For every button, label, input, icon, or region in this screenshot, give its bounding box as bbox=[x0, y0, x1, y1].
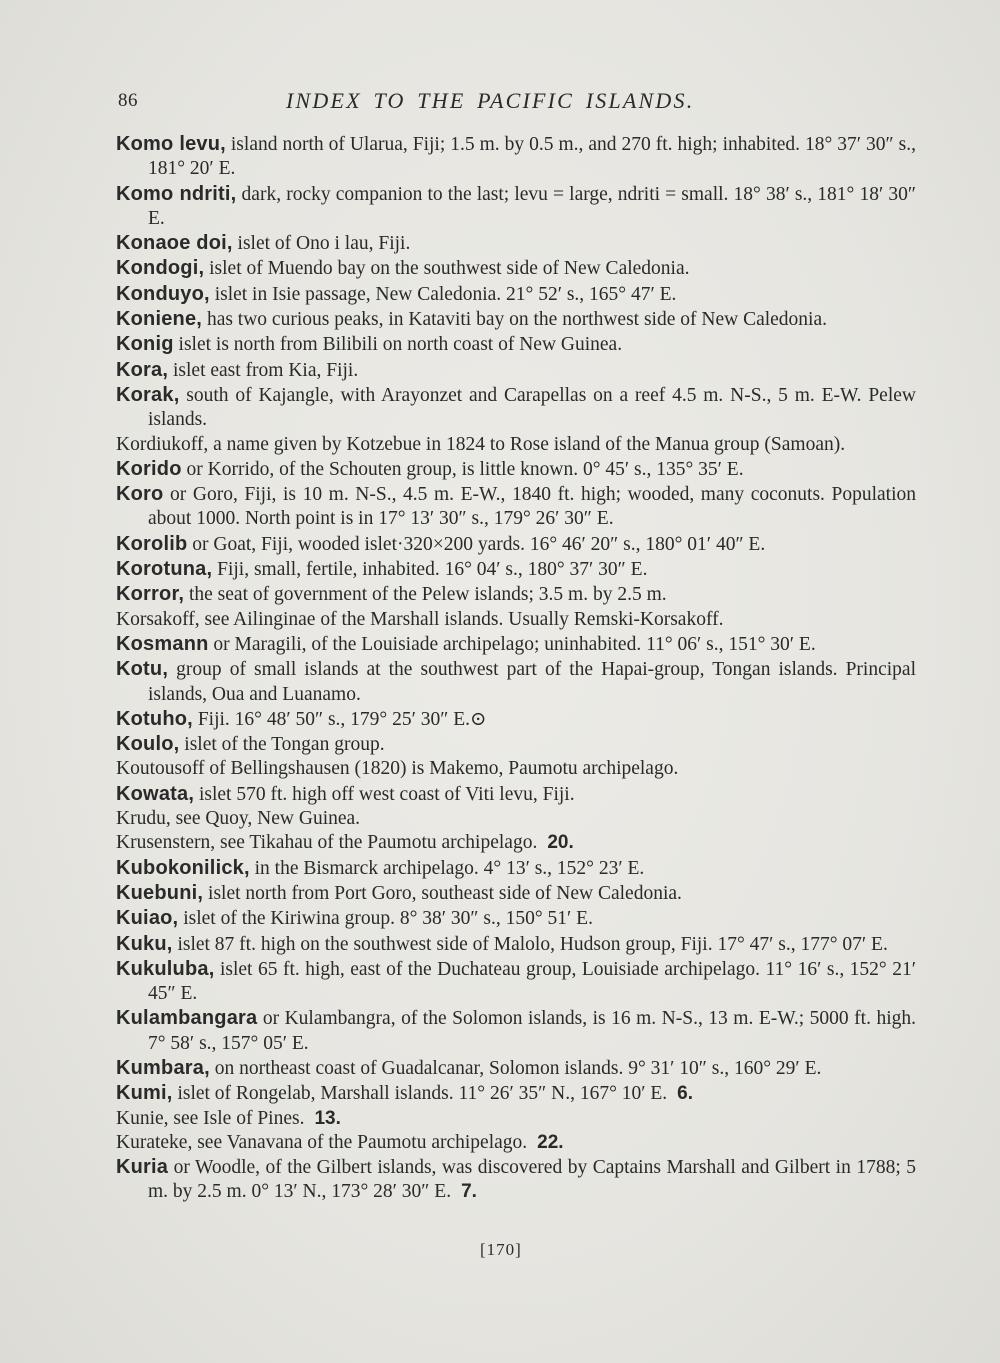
entry-headword: Kumi, bbox=[116, 1082, 173, 1105]
folio-number: [170] bbox=[480, 1240, 522, 1259]
index-entry bbox=[116, 1006, 916, 1056]
index-entry bbox=[116, 532, 916, 557]
index-entry bbox=[116, 358, 916, 383]
index-entry bbox=[116, 383, 916, 433]
entry-text: island north of Ularua, Fiji; 1.5 m. by 0.5 m., and 270 ft. high; inhabited. 18° 37′ 30″ s., 181° 20′ E. bbox=[148, 134, 916, 180]
entry-headword: Kuku, bbox=[116, 932, 173, 955]
entry-headword: Kora, bbox=[116, 358, 169, 381]
index-entry bbox=[116, 307, 916, 332]
entry-headword: Kumbara, bbox=[116, 1056, 210, 1079]
entry-headword: Koulo, bbox=[116, 733, 180, 756]
index-entry bbox=[116, 1155, 916, 1205]
index-entry bbox=[116, 657, 916, 707]
entry-text: the seat of government of the Pelew islands; 3.5 m. by 2.5 m. bbox=[184, 584, 667, 606]
entry-text: on northeast coast of Guadalcanar, Solomon islands. 9° 31′ 10″ s., 160° 29′ E. bbox=[209, 1057, 822, 1079]
entry-text: islet of the Kiriwina group. 8° 38′ 30″ s., 150° 51′ E. bbox=[178, 908, 593, 930]
entry-text: islet of Muendo bay on the southwest side of New Caledonia. bbox=[204, 258, 690, 280]
entry-text: in the Bismarck archipelago. 4° 13′ s., 152° 23′ E. bbox=[249, 857, 645, 879]
index-entry bbox=[116, 957, 916, 1007]
running-head: INDEX TO THE PACIFIC ISLANDS. bbox=[286, 88, 695, 113]
entry-text: islet 570 ft. high off west coast of Viti levu, Fiji. bbox=[194, 783, 575, 805]
index-entry bbox=[116, 1107, 916, 1131]
entry-text: group of small islands at the southwest part of the Hapai-group, Tongan islands. Principal islands, Oua and Luanamo. bbox=[148, 659, 916, 705]
entry-headword: Kukuluba, bbox=[116, 957, 215, 980]
index-entry bbox=[116, 1131, 916, 1155]
entry-chart-reference: 22. bbox=[537, 1131, 564, 1153]
entry-chart-reference: 20. bbox=[547, 832, 574, 854]
index-entry bbox=[116, 632, 916, 657]
entry-text: Korsakoff, see Ailinginae of the Marshall islands. Usually Remski-Korsakoff. bbox=[116, 608, 724, 630]
entry-text: islet 87 ft. high on the southwest side of Malolo, Hudson group, Fiji. 17° 47′ s., 177° 07′ E. bbox=[172, 933, 888, 955]
entry-chart-reference: 13. bbox=[314, 1107, 341, 1129]
index-entry bbox=[116, 282, 916, 307]
entry-text: islet of Ono i lau, Fiji. bbox=[232, 233, 411, 255]
entry-headword: Kondogi, bbox=[116, 257, 205, 280]
entry-headword: Kowata, bbox=[116, 782, 195, 805]
index-entry bbox=[116, 782, 916, 807]
index-entry bbox=[116, 132, 916, 182]
entry-text: Kordiukoff, a name given by Kotzebue in 1824 to Rose island of the Manua group (Samoan). bbox=[116, 433, 846, 455]
index-entry bbox=[116, 757, 916, 781]
entry-text: Kunie, see Isle of Pines. bbox=[116, 1107, 305, 1129]
entry-text: Kurateke, see Vanavana of the Paumotu archipelago. bbox=[116, 1131, 528, 1153]
index-entry bbox=[116, 707, 916, 732]
entry-headword: Kosmann bbox=[116, 632, 209, 655]
entry-headword: Korror, bbox=[116, 583, 185, 606]
index-entry bbox=[116, 831, 916, 855]
entry-headword: Koro bbox=[116, 483, 164, 506]
entry-text: islet 65 ft. high, east of the Duchateau group, Louisiade archipelago. 11° 16′ s., 152° 21′ 45″ E. bbox=[148, 958, 916, 1005]
index-entry bbox=[116, 557, 916, 582]
entry-text: islet north from Port Goro, southeast side of New Caledonia. bbox=[203, 882, 682, 904]
index-entry bbox=[116, 807, 916, 831]
entry-text: or Korrido, of the Schouten group, is little known. 0° 45′ s., 135° 35′ E. bbox=[181, 458, 744, 480]
entry-headword: Konig bbox=[116, 333, 174, 356]
entry-text: islet is north from Bilibili on north coast of New Guinea. bbox=[173, 334, 623, 356]
entry-headword: Konduyo, bbox=[116, 282, 210, 305]
entry-text: Krudu, see Quoy, New Guinea. bbox=[116, 808, 361, 830]
index-entry bbox=[116, 856, 916, 881]
entry-text: south of Kajangle, with Arayonzet and Carapellas on a reef 4.5 m. N-S., 5 m. E-W. Pelew islands. bbox=[148, 384, 916, 431]
entry-text: Krusenstern, see Tikahau of the Paumotu archipelago. bbox=[116, 832, 538, 854]
entry-text: Fiji. 16° 48′ 50″ s., 179° 25′ 30″ E.⊙ bbox=[192, 708, 487, 730]
entry-text: islet of Rongelab, Marshall islands. 11° 26′ 35″ N., 167° 10′ E. bbox=[172, 1083, 668, 1105]
entry-headword: Kulambangara bbox=[116, 1007, 258, 1030]
entry-text: or Goro, Fiji, is 10 m. N-S., 4.5 m. E-W., 1840 ft. high; wooded, many coconuts. Population about 1000. North point is in 17° 13′ 30″ s., 179° 26′ 30″ E. bbox=[148, 484, 916, 530]
index-entry bbox=[116, 482, 916, 532]
index-entry bbox=[116, 256, 916, 281]
entry-headword: Komo levu, bbox=[116, 133, 226, 155]
entry-chart-reference: 6. bbox=[677, 1083, 694, 1105]
entry-text: islet of the Tongan group. bbox=[179, 734, 385, 756]
index-entry bbox=[116, 332, 916, 357]
index-entry bbox=[116, 608, 916, 632]
entry-text: or Goat, Fiji, wooded islet·320×200 yards. 16° 46′ 20″ s., 180° 01′ 40″ E. bbox=[187, 533, 766, 555]
entry-text: islet in Isie passage, New Caledonia. 21° 52′ s., 165° 47′ E. bbox=[209, 283, 677, 305]
index-entry bbox=[116, 732, 916, 757]
index-entry bbox=[116, 881, 916, 906]
index-entry bbox=[116, 433, 916, 457]
entry-headword: Korido bbox=[116, 457, 182, 480]
entry-headword: Kotuho, bbox=[116, 707, 193, 730]
index-entry bbox=[116, 231, 916, 256]
entry-chart-reference: 7. bbox=[461, 1181, 477, 1203]
index-entry bbox=[116, 182, 916, 232]
entry-text: or Woodle, of the Gilbert islands, was discovered by Captains Marshall and Gilbert in 1788; 5 m. by 2.5 m. 0° 13′ N., 173° 28′ 30″ E. bbox=[148, 1157, 916, 1203]
entry-headword: Kuiao, bbox=[116, 907, 179, 930]
entry-text: or Kulambangra, of the Solomon islands, is 16 m. N-S., 13 m. E-W.; 5000 ft. high. 7° 58′ s., 157° 05′ E. bbox=[148, 1008, 916, 1054]
entry-text: Fiji, small, fertile, inhabited. 16° 04′ s., 180° 37′ 30″ E. bbox=[212, 559, 648, 581]
entry-headword: Korotuna, bbox=[116, 558, 213, 581]
entry-headword: Korak, bbox=[116, 383, 180, 406]
page-number: 86 bbox=[118, 90, 138, 111]
entry-text: dark, rocky companion to the last; levu = large, ndriti = small. 18° 38′ s., 181° 18′ 30″ E. bbox=[148, 183, 916, 229]
entry-text: has two curious peaks, in Kataviti bay on the northwest side of New Caledonia. bbox=[202, 309, 828, 331]
entry-headword: Koniene, bbox=[116, 308, 203, 331]
entry-headword: Kuebuni, bbox=[116, 881, 204, 904]
entry-headword: Komo ndriti, bbox=[116, 182, 237, 205]
entry-text: or Maragili, of the Louisiade archipelago; uninhabited. 11° 06′ s., 151° 30′ E. bbox=[208, 633, 816, 655]
index-entry bbox=[116, 582, 916, 607]
entry-headword: Kuria bbox=[116, 1156, 169, 1179]
index-entry bbox=[116, 457, 916, 482]
entry-headword: Korolib bbox=[116, 532, 188, 555]
index-entry bbox=[116, 1081, 916, 1106]
index-entry bbox=[116, 932, 916, 957]
index-entry bbox=[116, 1056, 916, 1081]
index-entry bbox=[116, 906, 916, 931]
entry-headword: Konaoe doi, bbox=[116, 232, 233, 255]
entry-text: Koutousoff of Bellingshausen (1820) is Makemo, Paumotu archipelago. bbox=[116, 758, 679, 780]
entry-text: islet east from Kia, Fiji. bbox=[168, 359, 359, 381]
entry-headword: Kotu, bbox=[116, 658, 169, 681]
index-entries bbox=[116, 132, 916, 1205]
entry-headword: Kubokonilick, bbox=[116, 856, 250, 879]
